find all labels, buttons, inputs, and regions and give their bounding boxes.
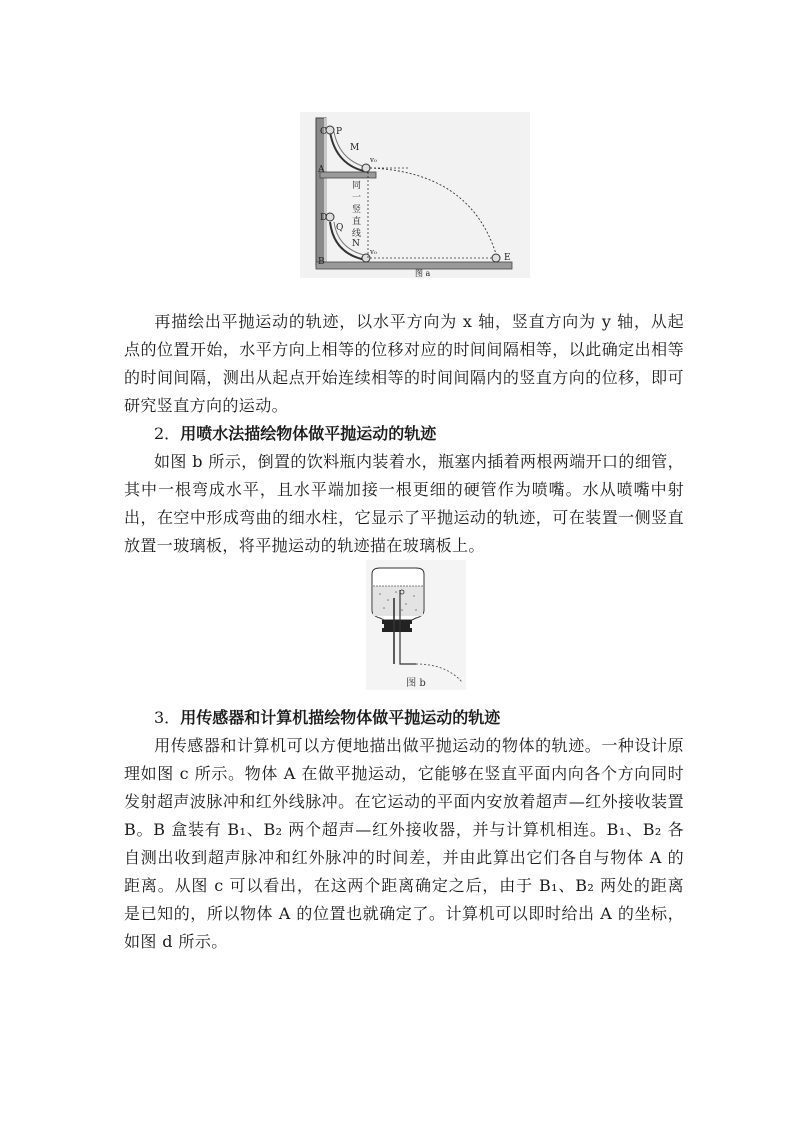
vertical-text-5: 线 bbox=[352, 229, 362, 239]
label-v0-top: v₀ bbox=[370, 156, 377, 164]
label-D: D bbox=[320, 213, 328, 223]
paragraph-3-text: 用传感器和计算机可以方便地描出做平抛运动的物体的轨迹。一种设计原理如图 c 所示。物体 A 在做平抛运动，它能够在竖直平面内向各个方向同时发射超声波脉冲和红外线脉冲。在它运动的平面内安放着超声—红外接收装置 B。B 盒装有 B₁、B₂ 两个超声—红外接收器，并与计算机相连。B₁、B₂ 各自测出收到超声脉冲和红外脉冲的时间差，并由此算出它们各自与物体 A 的距离。从图 c 可以看出，在这两个距离确定之后，由于 B₁、B₂ 两处的距离是已知的，所以物体 A 的位置也就确定了。计算机可以即时给出 A 的坐标，如图 d 所示。 bbox=[124, 736, 684, 951]
vertical-text-3: 竖 bbox=[352, 205, 362, 215]
section-heading-2-number: 2． bbox=[154, 424, 181, 443]
paragraph-1-text: 再描绘出平抛运动的轨迹，以水平方向为 x 轴，竖直方向为 y 轴，从起点的位置开始，水平方向上相等的位移对应的时间间隔相等，以此确定出相等的时间间隔，测出从起点开始连续相等的时间间隔内的竖直方向的位移，即可研究竖直方向的运动。 bbox=[124, 312, 684, 415]
paragraph-2-text: 如图 b 所示，倒置的饮料瓶内装着水，瓶塞内插着两根两端开口的细管，其中一根弯成水平，且水平端加接一根更细的硬管作为喷嘴。水从喷嘴中射出，在空中形成弯曲的细水柱，它显示了平抛运动的轨迹，可在装置一侧竖直放置一玻璃板，将平抛运动的轨迹描在玻璃板上。 bbox=[124, 452, 685, 555]
paragraph-3 bbox=[124, 732, 684, 956]
figure-b-caption: 图 b bbox=[406, 678, 426, 689]
section-heading-2 bbox=[154, 420, 436, 448]
section-heading-3 bbox=[154, 704, 500, 732]
vertical-text-4: 直 bbox=[352, 217, 362, 227]
figure-b bbox=[366, 560, 466, 690]
label-C: C bbox=[320, 127, 327, 137]
label-B: B bbox=[318, 257, 325, 267]
section-heading-3-title: 用传感器和计算机描绘物体做平抛运动的轨迹 bbox=[180, 708, 501, 727]
figure-b-diagram bbox=[366, 560, 466, 690]
vertical-text-2: 一 bbox=[352, 193, 362, 203]
paragraph-2 bbox=[124, 448, 684, 560]
section-heading-2-title: 用喷水法描绘物体做平抛运动的轨迹 bbox=[180, 424, 437, 443]
paragraph-1 bbox=[124, 308, 684, 420]
vertical-text-1: 同 bbox=[352, 181, 362, 191]
figure-a-diagram bbox=[300, 112, 530, 278]
figure-a-caption: 图 a bbox=[415, 269, 431, 278]
label-A: A bbox=[318, 165, 325, 175]
label-N: N bbox=[352, 239, 360, 249]
label-Q: Q bbox=[336, 223, 344, 233]
label-E: E bbox=[504, 253, 511, 263]
label-M: M bbox=[350, 143, 360, 153]
label-P: P bbox=[336, 127, 343, 137]
label-v0-bottom: v₀ bbox=[370, 248, 377, 256]
figure-a bbox=[300, 112, 530, 278]
section-heading-3-number: 3． bbox=[154, 708, 181, 727]
